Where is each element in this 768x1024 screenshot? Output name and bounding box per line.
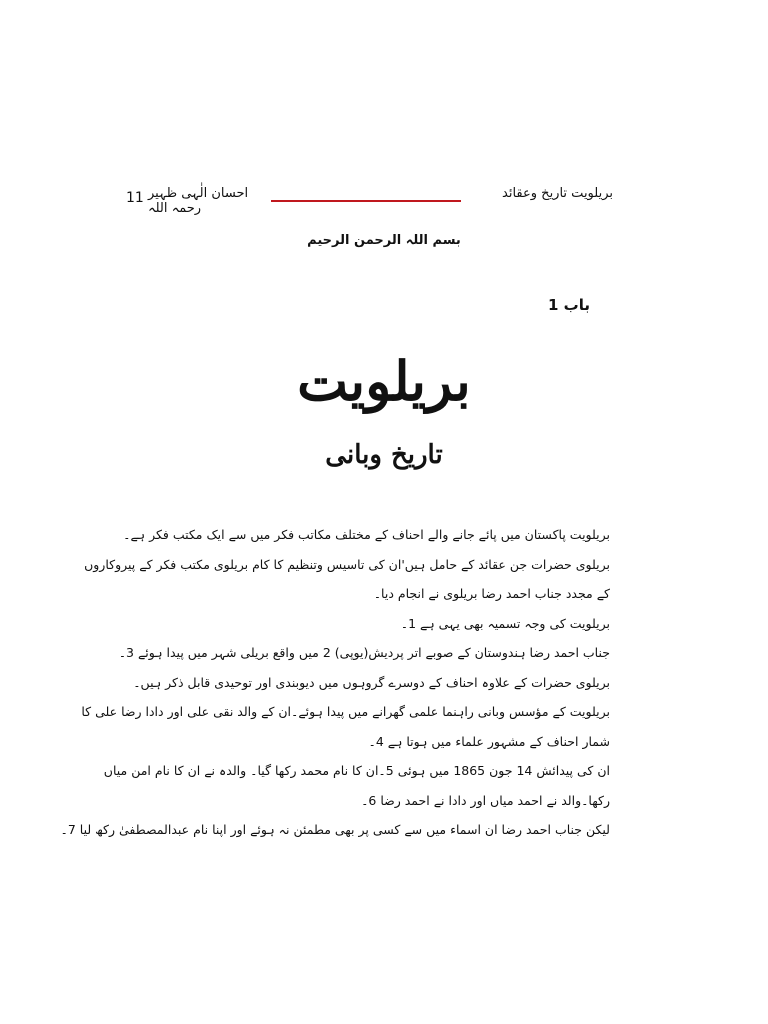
- body-line: بریلویت کے مؤسس وبانی راہنما علمی گھرانے میں پیدا ہوئے۔ان کے والد نقی علی اور دادا رضا علی کا: [81, 704, 610, 719]
- subtitle: تاریخ وبانی: [325, 440, 443, 470]
- header-rule: [271, 200, 461, 202]
- body-text: [60, 520, 610, 845]
- header-book-title: بریلویت تاریخ وعقائد: [502, 186, 613, 201]
- body-line: ان کی پیدائش 14 جون 1865 میں ہوئی 5۔ان کا نام محمد رکھا گیا۔ والدہ نے ان کا نام امن میاں: [103, 763, 610, 778]
- body-line: بریلویت کی وجہ تسمیہ بھی یہی ہے 1۔: [400, 615, 610, 631]
- running-header: [118, 186, 613, 214]
- main-title: بریلویت: [297, 349, 471, 413]
- bismillah: بسم اللہ الرحمن الرحیم: [307, 233, 461, 248]
- body-line: بریلویت پاکستان میں پائے جانے والے احناف کے مختلف مکاتب فکر میں سے ایک مکتب فکر ہے۔: [123, 527, 610, 542]
- body-line: کے مجدد جناب احمد رضا بریلوی نے انجام دیا۔: [373, 586, 610, 601]
- body-line: شمار احناف کے مشہور علماء میں ہوتا ہے 4۔: [368, 733, 610, 749]
- header-author: احسان الٰہی ظہیر رحمہ اللہ: [148, 186, 249, 216]
- body-line: رکھا۔والد نے احمد میاں اور دادا نے احمد رضا 6۔: [361, 792, 610, 808]
- body-line: جناب احمد رضا ہندوستان کے صوبے اتر پردیش(یوپی) 2 میں واقع بریلی شہر میں پیدا ہوئے 3۔: [118, 645, 610, 660]
- body-line: بریلوی حضرات کے علاوہ احناف کے دوسرے گروہوں میں دیوبندی اور توحیدی قابل ذکر ہیں۔: [133, 674, 610, 690]
- page-number: 11: [126, 190, 144, 206]
- chapter-label: باب 1: [548, 296, 590, 314]
- body-line: بریلوی حضرات جن عقائد کے حامل ہیں'ان کی تاسیس وتنظیم کا کام بریلوی مکتب فکر کے پیروکاروں: [84, 556, 610, 572]
- body-line: لیکن جناب احمد رضا ان اسماء میں سے کسی پر بھی مطمئن نہ ہوئے اور اپنا نام عبدالمصطفیٰ رکھ لیا 7۔: [60, 822, 610, 837]
